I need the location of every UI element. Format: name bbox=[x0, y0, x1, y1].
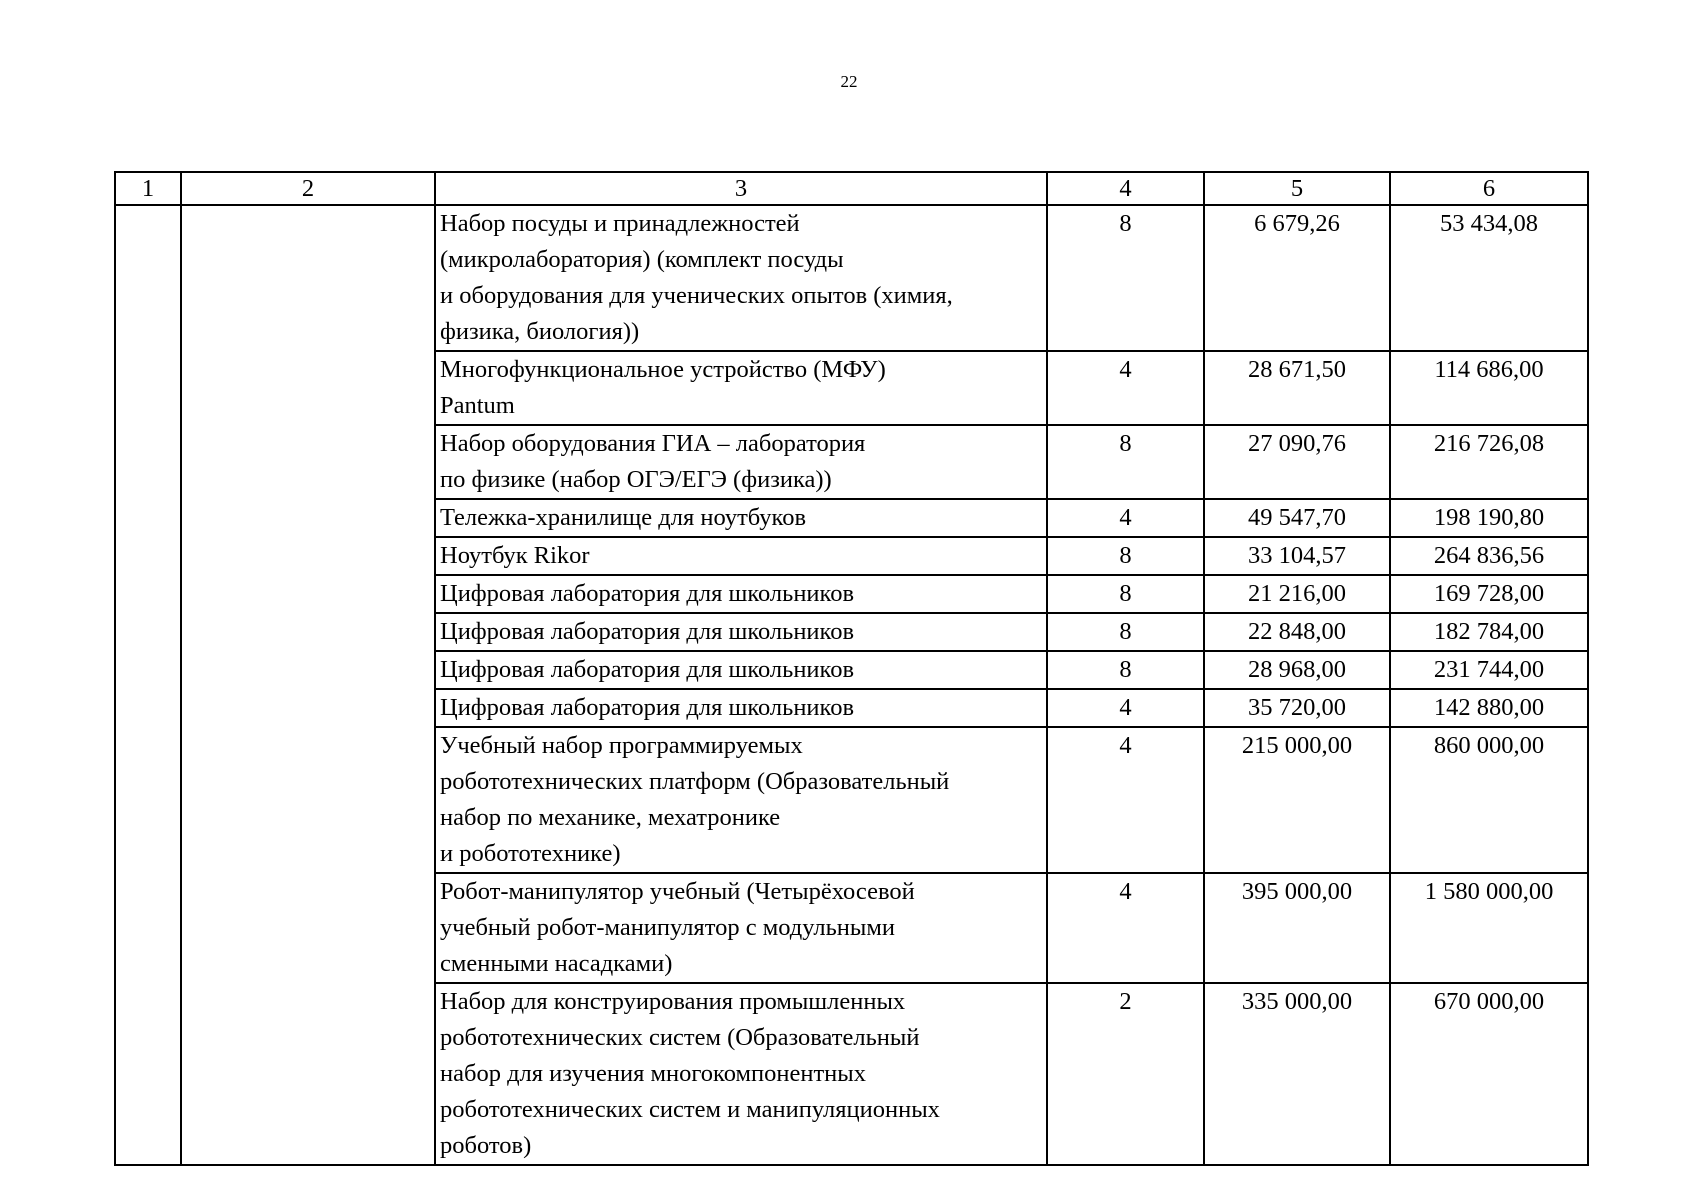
merged-cell-column-1 bbox=[115, 205, 181, 1165]
item-name-cell bbox=[435, 651, 1047, 689]
item-name: Цифровая лаборатория для школьников bbox=[440, 618, 855, 645]
item-name: Ноутбук Rikor bbox=[440, 542, 590, 569]
item-unit-price: 21 216,00 bbox=[1204, 575, 1390, 613]
item-quantity: 4 bbox=[1047, 873, 1204, 983]
item-name: Цифровая лаборатория для школьников bbox=[440, 656, 855, 683]
item-name-cell bbox=[435, 351, 1047, 425]
item-total: 216 726,08 bbox=[1390, 425, 1588, 499]
item-quantity: 8 bbox=[1047, 537, 1204, 575]
item-unit-price: 215 000,00 bbox=[1204, 727, 1390, 873]
column-header-4: 4 bbox=[1047, 172, 1204, 205]
item-name: Набор для конструирования промышленных робототехнических систем (Образовательный набор для изучения многокомпонентных робототехнических систем и манипуляционных роботов) bbox=[440, 988, 940, 1159]
item-quantity: 8 bbox=[1047, 651, 1204, 689]
item-name-cell bbox=[435, 613, 1047, 651]
item-total: 114 686,00 bbox=[1390, 351, 1588, 425]
column-header-3: 3 bbox=[435, 172, 1047, 205]
item-name-cell bbox=[435, 689, 1047, 727]
item-total: 670 000,00 bbox=[1390, 983, 1588, 1165]
item-total: 1 580 000,00 bbox=[1390, 873, 1588, 983]
merged-cell-column-2 bbox=[181, 205, 435, 1165]
item-name-cell bbox=[435, 499, 1047, 537]
item-name: Многофункциональное устройство (МФУ) Pantum bbox=[440, 356, 886, 419]
item-name: Робот-манипулятор учебный (Четырёхосевой учебный робот-манипулятор с модульными сменными насадками) bbox=[440, 878, 915, 977]
column-header-1: 1 bbox=[115, 172, 181, 205]
item-unit-price: 33 104,57 bbox=[1204, 537, 1390, 575]
table-header-row bbox=[115, 172, 1588, 205]
item-name-cell bbox=[435, 537, 1047, 575]
item-name-cell bbox=[435, 983, 1047, 1165]
table-row bbox=[115, 205, 1588, 351]
item-total: 231 744,00 bbox=[1390, 651, 1588, 689]
item-unit-price: 6 679,26 bbox=[1204, 205, 1390, 351]
item-name: Учебный набор программируемых робототехнических платформ (Образовательный набор по механике, мехатронике и робототехнике) bbox=[440, 732, 950, 867]
item-quantity: 4 bbox=[1047, 689, 1204, 727]
item-quantity: 8 bbox=[1047, 575, 1204, 613]
item-name: Цифровая лаборатория для школьников bbox=[440, 694, 855, 721]
item-total: 264 836,56 bbox=[1390, 537, 1588, 575]
item-total: 169 728,00 bbox=[1390, 575, 1588, 613]
column-header-6: 6 bbox=[1390, 172, 1588, 205]
item-quantity: 2 bbox=[1047, 983, 1204, 1165]
item-unit-price: 28 671,50 bbox=[1204, 351, 1390, 425]
item-quantity: 4 bbox=[1047, 499, 1204, 537]
item-total: 142 880,00 bbox=[1390, 689, 1588, 727]
item-unit-price: 27 090,76 bbox=[1204, 425, 1390, 499]
item-total: 860 000,00 bbox=[1390, 727, 1588, 873]
column-header-5: 5 bbox=[1204, 172, 1390, 205]
item-quantity: 8 bbox=[1047, 425, 1204, 499]
item-name-cell bbox=[435, 425, 1047, 499]
item-total: 53 434,08 bbox=[1390, 205, 1588, 351]
item-name-cell bbox=[435, 873, 1047, 983]
item-unit-price: 395 000,00 bbox=[1204, 873, 1390, 983]
item-unit-price: 35 720,00 bbox=[1204, 689, 1390, 727]
item-unit-price: 49 547,70 bbox=[1204, 499, 1390, 537]
item-name: Тележка-хранилище для ноутбуков bbox=[440, 504, 807, 531]
item-unit-price: 22 848,00 bbox=[1204, 613, 1390, 651]
item-quantity: 8 bbox=[1047, 205, 1204, 351]
item-unit-price: 28 968,00 bbox=[1204, 651, 1390, 689]
item-name-cell bbox=[435, 575, 1047, 613]
item-total: 198 190,80 bbox=[1390, 499, 1588, 537]
item-quantity: 4 bbox=[1047, 351, 1204, 425]
item-name-cell bbox=[435, 727, 1047, 873]
item-quantity: 8 bbox=[1047, 613, 1204, 651]
item-unit-price: 335 000,00 bbox=[1204, 983, 1390, 1165]
item-total: 182 784,00 bbox=[1390, 613, 1588, 651]
column-header-2: 2 bbox=[181, 172, 435, 205]
item-quantity: 4 bbox=[1047, 727, 1204, 873]
page-number: 22 bbox=[840, 72, 858, 91]
item-name: Набор посуды и принадлежностей (микролаборатория) (комплект посуды и оборудования для ученических опытов (химия, физика, биология)) bbox=[440, 210, 953, 345]
item-name-cell bbox=[435, 205, 1047, 351]
equipment-table bbox=[114, 171, 1589, 1166]
item-name: Набор оборудования ГИА – лаборатория по физике (набор ОГЭ/ЕГЭ (физика)) bbox=[440, 430, 866, 493]
item-name: Цифровая лаборатория для школьников bbox=[440, 580, 855, 607]
